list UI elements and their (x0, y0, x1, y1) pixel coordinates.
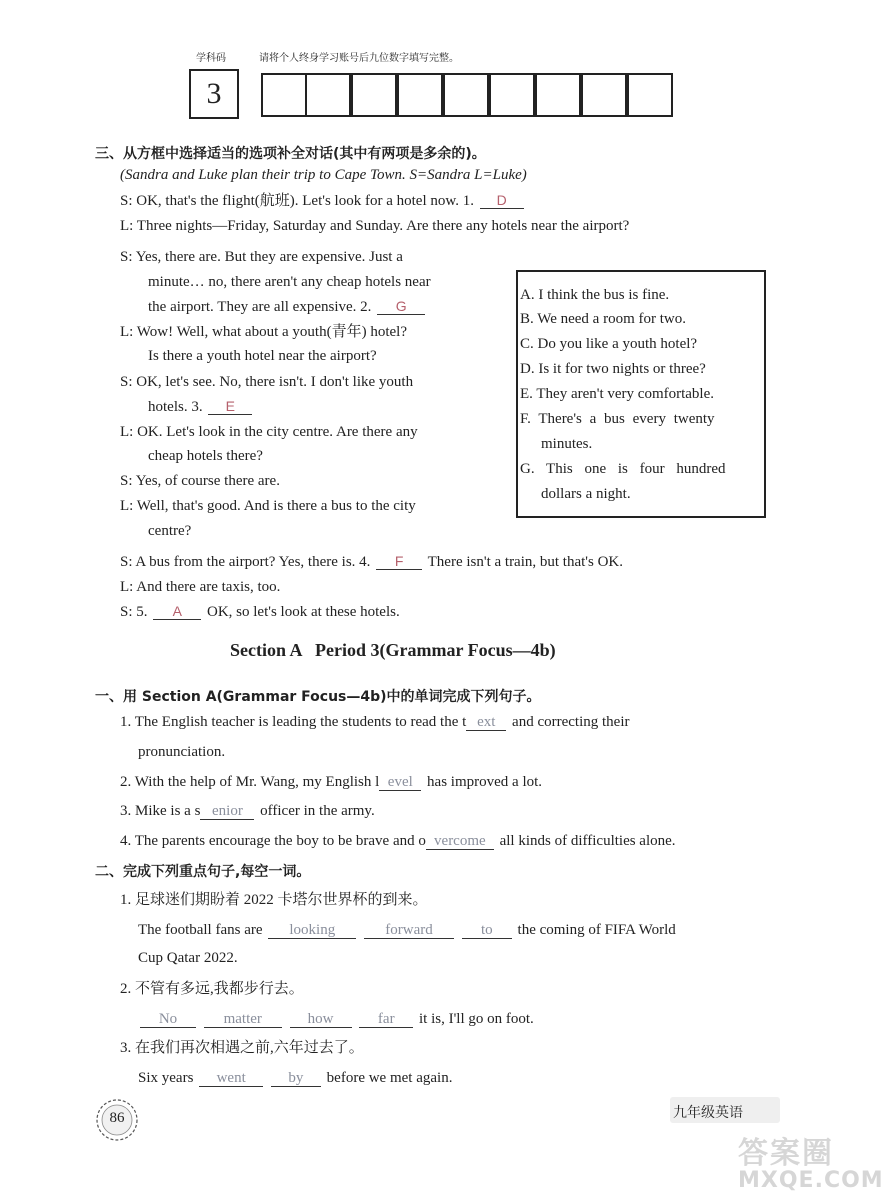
word-blank[interactable]: enior (200, 803, 254, 820)
answer-blank-4[interactable]: F (376, 553, 422, 570)
account-digit-box[interactable] (261, 73, 307, 117)
dialogue-line: minute… no, there aren't any cheap hotels near (148, 274, 431, 290)
word-blank[interactable]: to (462, 922, 512, 939)
account-digit-box[interactable] (351, 73, 397, 117)
word-blank[interactable]: vercome (426, 833, 494, 850)
question-1-chinese: 1. 足球迷们期盼着 2022 卡塔尔世界杯的到来。 (120, 892, 428, 908)
account-instruction: 请将个人终身学习账号后九位数字填写完整。 (259, 53, 459, 64)
dialogue-line: S: 5. A OK, so let's look at these hotels. (120, 603, 400, 620)
word-blank[interactable]: evel (379, 774, 421, 791)
book-label: 九年级英语 (673, 1105, 743, 1121)
question-1-english-cont: Cup Qatar 2022. (138, 950, 238, 966)
part3-heading: 三、从方框中选择适当的选项补全对话(其中有两项是多余的)。 (95, 146, 486, 162)
question-1-cont: pronunciation. (138, 744, 226, 760)
option-g: G. This one is four hundred (520, 461, 726, 477)
question-1: 1. The English teacher is leading the students to read the t ext and correcting their (120, 714, 630, 730)
word-blank[interactable]: forward (364, 922, 454, 939)
dialogue-line: S: Yes, of course there are. (120, 473, 280, 489)
page-number: 86 (109, 1110, 125, 1126)
option-b: B. We need a room for two. (520, 311, 686, 327)
subject-code-label: 学科码 (196, 53, 226, 64)
question-3-english: Six years went by before we met again. (138, 1070, 453, 1086)
answer-blank-5[interactable]: A (153, 603, 201, 620)
option-f: F. There's a bus every twenty (520, 411, 715, 427)
dialogue-line: the airport. They are all expensive. 2. G (148, 297, 427, 317)
option-a: A. I think the bus is fine. (520, 287, 670, 303)
dialogue-line: Is there a youth hotel near the airport? (148, 348, 377, 364)
dialogue-line: L: Three nights—Friday, Saturday and Sunday. Are there any hotels near the airport? (120, 218, 630, 234)
account-digit-box[interactable] (397, 73, 443, 117)
page-number-badge (93, 1096, 141, 1144)
word-blank[interactable]: No (140, 1011, 196, 1028)
dialogue-line: centre? (148, 523, 192, 539)
word-blank[interactable]: far (359, 1011, 413, 1028)
question-2-chinese: 2. 不管有多远,我都步行去。 (120, 981, 304, 997)
question-2: 2. With the help of Mr. Wang, my English l evel has improved a lot. (120, 774, 543, 790)
dialogue-line: L: Wow! Well, what about a youth(青年) hotel? (120, 324, 407, 340)
option-c: C. Do you like a youth hotel? (520, 336, 698, 352)
word-blank[interactable]: how (290, 1011, 352, 1028)
word-blank[interactable]: went (199, 1070, 263, 1087)
dialogue-line: L: OK. Let's look in the city centre. Are there any (120, 424, 418, 440)
option-e: E. They aren't very comfortable. (520, 386, 715, 402)
section-title: Section A Period 3(Grammar Focus—4b) (230, 640, 556, 660)
word-blank[interactable]: ext (466, 714, 506, 731)
dialogue-line: S: OK, let's see. No, there isn't. I don't like youth (120, 374, 414, 390)
dialogue-line: cheap hotels there? (148, 448, 263, 464)
question-1-english: The football fans are looking forward to the coming of FIFA World (138, 922, 676, 938)
answer-blank-1[interactable]: D (480, 192, 524, 209)
dialogue-line: S: OK, that's the flight(航班). Let's look for a hotel now. 1. D (120, 191, 526, 211)
option-g-cont: dollars a night. (541, 486, 631, 502)
option-d: D. Is it for two nights or three? (520, 361, 706, 377)
account-digit-box[interactable] (443, 73, 489, 117)
subject-code-box: 3 (189, 69, 239, 119)
option-f-cont: minutes. (541, 436, 593, 452)
account-digit-box[interactable] (535, 73, 581, 117)
watermark-url: MXQE.COM (738, 1168, 884, 1193)
word-blank[interactable]: matter (204, 1011, 282, 1028)
account-digit-box[interactable] (581, 73, 627, 117)
part1-heading: 一、用 Section A(Grammar Focus—4b)中的单词完成下列句子。 (95, 689, 541, 705)
answer-blank-2[interactable]: G (377, 298, 425, 315)
word-blank[interactable]: looking (268, 922, 356, 939)
question-4: 4. The parents encourage the boy to be brave and o vercome all kinds of difficulties alone. (120, 833, 676, 849)
question-3: 3. Mike is a s enior officer in the army. (120, 803, 375, 819)
dialogue-line: hotels. 3. E (148, 397, 254, 417)
part2-heading: 二、完成下列重点句子,每空一词。 (95, 864, 311, 880)
dialogue-line: L: And there are taxis, too. (120, 579, 281, 595)
dialogue-line: S: Yes, there are. But they are expensive. Just a (120, 249, 403, 265)
account-digit-box[interactable] (489, 73, 535, 117)
account-digit-box[interactable] (305, 73, 351, 117)
dialogue-intro: (Sandra and Luke plan their trip to Cape Town. S=Sandra L=Luke) (120, 167, 527, 183)
question-3-chinese: 3. 在我们再次相遇之前,六年过去了。 (120, 1040, 364, 1056)
watermark-logo: 答案圈 (738, 1136, 834, 1171)
dialogue-line: L: Well, that's good. And is there a bus to the city (120, 498, 416, 514)
word-blank[interactable]: by (271, 1070, 321, 1087)
answer-blank-3[interactable]: E (208, 398, 252, 415)
dialogue-line: S: A bus from the airport? Yes, there is. 4. F There isn't a train, but that's OK. (120, 553, 623, 570)
question-2-english: No matter how far it is, I'll go on foot. (138, 1009, 534, 1029)
account-digit-box[interactable] (627, 73, 673, 117)
